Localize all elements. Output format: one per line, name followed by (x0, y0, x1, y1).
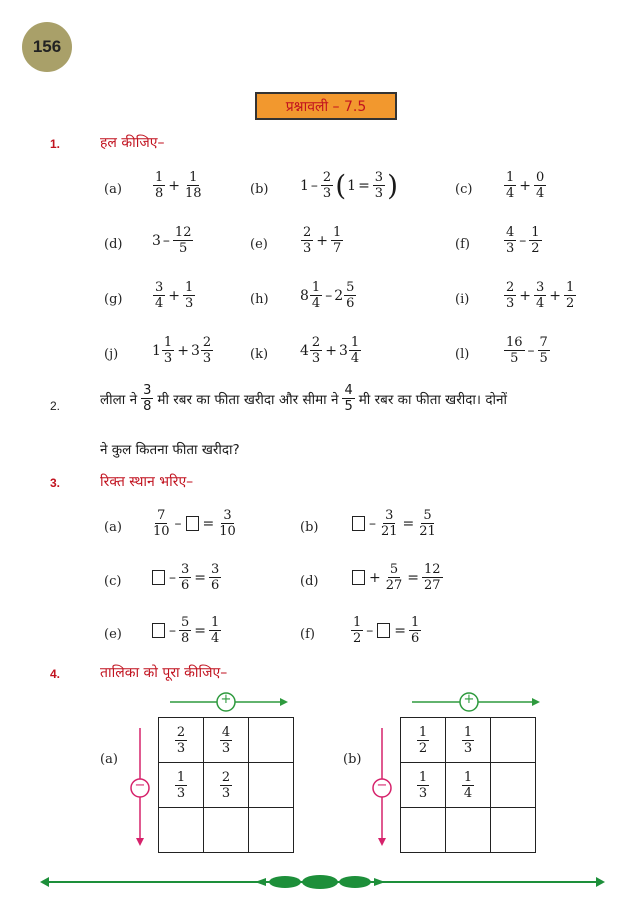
plus-arrow-head (532, 698, 540, 706)
table-cell-empty[interactable] (204, 808, 249, 853)
plus-sign-b: + (463, 692, 475, 707)
q3-expr-b: – $\frac{3}{21}$ = $\frac{5}{21}$ (350, 508, 439, 539)
table-a (158, 717, 294, 853)
q3-number: 3. (50, 476, 61, 490)
blank-box[interactable] (352, 516, 365, 531)
table-b (400, 717, 536, 853)
q3-label-f: (f) (300, 627, 315, 642)
minus-arrow-head (378, 838, 386, 846)
q1-label-h: (h) (250, 292, 269, 307)
q1-label-c: (c) (455, 182, 473, 197)
blank-box[interactable] (152, 570, 165, 585)
table-cell: $\frac{1}{3}$ (159, 763, 204, 808)
q1-label-g: (g) (104, 292, 123, 307)
q1-expr-e: $\frac{2}{3}$ + $\frac{1}{7}$ (303, 225, 342, 256)
q1-expr-h: 8 $\frac{1}{4}$ – 2 $\frac{5}{6}$ (300, 280, 355, 311)
q1-expr-d: 3 – $\frac{12}{5}$ (152, 225, 192, 256)
q1-expr-g: $\frac{3}{4}$ + $\frac{1}{3}$ (155, 280, 194, 311)
q2-line1 (100, 383, 507, 414)
blank-box[interactable] (152, 623, 165, 638)
q3-label-e: (e) (104, 627, 122, 642)
table-b-label: (b) (343, 752, 362, 767)
q1-label-e: (e) (250, 237, 268, 252)
q1-label-d: (d) (104, 237, 123, 252)
q2-text-part3: मी रबर का फीता खरीदा। दोनों (358, 391, 507, 408)
q2-number: 2. (50, 399, 61, 413)
table-cell-empty[interactable] (249, 718, 294, 763)
minus-sign-a: − (134, 778, 146, 793)
q1-expr-i: $\frac{2}{3}$ + $\frac{3}{4}$ + $\frac{1}{2}$ (506, 280, 575, 311)
q1-label-b: (b) (250, 182, 269, 197)
table-a-label: (a) (100, 752, 118, 767)
table-cell-empty[interactable] (249, 808, 294, 853)
q3-heading: रिक्त स्थान भरिए– (100, 474, 194, 490)
table-cell-empty[interactable] (446, 808, 491, 853)
q1-expr-j: 1 $\frac{1}{3}$ + 3 $\frac{2}{3}$ (152, 335, 212, 366)
table-cell-empty[interactable] (491, 763, 536, 808)
table-cell: $\frac{4}{3}$ (204, 718, 249, 763)
minus-arrow-head (136, 838, 144, 846)
table-cell: $\frac{2}{3}$ (159, 718, 204, 763)
blank-box[interactable] (186, 516, 199, 531)
q3-expr-e: – $\frac{5}{8}$ = $\frac{1}{4}$ (150, 615, 222, 646)
q1-label-a: (a) (104, 182, 122, 197)
table-cell-empty[interactable] (491, 718, 536, 763)
q4-heading: तालिका को पूरा कीजिए– (100, 665, 228, 681)
q1-label-k: (k) (250, 347, 269, 362)
q1-expr-c: $\frac{1}{4}$ + $\frac{0}{4}$ (506, 170, 545, 201)
q3-label-b: (b) (300, 520, 319, 535)
decorative-divider (40, 870, 605, 894)
minus-sign-b: − (376, 778, 388, 793)
q3-expr-f: $\frac{1}{2}$ – = $\frac{1}{6}$ (353, 615, 420, 646)
table-cell-empty[interactable] (491, 808, 536, 853)
q1-label-j: (j) (104, 347, 119, 362)
exercise-title: प्रश्नावली – 7.5 (255, 92, 397, 120)
q1-heading: हल कीजिए– (100, 135, 165, 151)
q3-label-c: (c) (104, 574, 122, 589)
table-cell: $\frac{1}{2}$ (401, 718, 446, 763)
q1-expr-l: $\frac{16}{5}$ – $\frac{7}{5}$ (506, 335, 548, 366)
blank-box[interactable] (352, 570, 365, 585)
table-cell: $\frac{1}{3}$ (446, 718, 491, 763)
q3-label-a: (a) (104, 520, 122, 535)
table-cell-empty[interactable] (401, 808, 446, 853)
table-cell-empty[interactable] (159, 808, 204, 853)
plus-arrow-head (280, 698, 288, 706)
q2-text-part1: लीला ने (100, 391, 138, 408)
q1-label-l: (l) (455, 347, 470, 362)
blank-box[interactable] (377, 623, 390, 638)
q3-label-d: (d) (300, 574, 319, 589)
q4-number: 4. (50, 667, 61, 681)
q1-expr-f: $\frac{4}{3}$ – $\frac{1}{2}$ (506, 225, 540, 256)
q1-number: 1. (50, 137, 61, 151)
q2-fraction-2: $\frac{4}{5}$ (344, 383, 353, 414)
q1-expr-k: 4 $\frac{2}{3}$ + 3 $\frac{1}{4}$ (300, 335, 360, 366)
q2-fraction-1: $\frac{3}{8}$ (143, 383, 152, 414)
q3-expr-d: + $\frac{5}{27}$ = $\frac{12}{27}$ (350, 562, 444, 593)
table-cell: $\frac{2}{3}$ (204, 763, 249, 808)
page-number-badge: 156 (22, 22, 72, 72)
q1-expr-b: 1 – $\frac{2}{3}$ ( 1 = $\frac{3}{3}$ ) (300, 168, 399, 202)
plus-sign-a: + (220, 692, 232, 707)
table-cell-empty[interactable] (249, 763, 294, 808)
q2-line2: ने कुल कितना फीता खरीदा? (100, 442, 240, 458)
q3-expr-c: – $\frac{3}{6}$ = $\frac{3}{6}$ (150, 562, 222, 593)
q1-expr-a: $\frac{1}{8}$ + $\frac{1}{18}$ (155, 170, 202, 201)
q2-text-part2: मी रबर का फीता खरीदा और सीमा ने (157, 391, 339, 408)
table-cell: $\frac{1}{3}$ (401, 763, 446, 808)
table-cell: $\frac{1}{4}$ (446, 763, 491, 808)
q1-label-f: (f) (455, 237, 470, 252)
q1-label-i: (i) (455, 292, 470, 307)
q3-expr-a: $\frac{7}{10}$ – = $\frac{3}{10}$ (153, 508, 236, 539)
